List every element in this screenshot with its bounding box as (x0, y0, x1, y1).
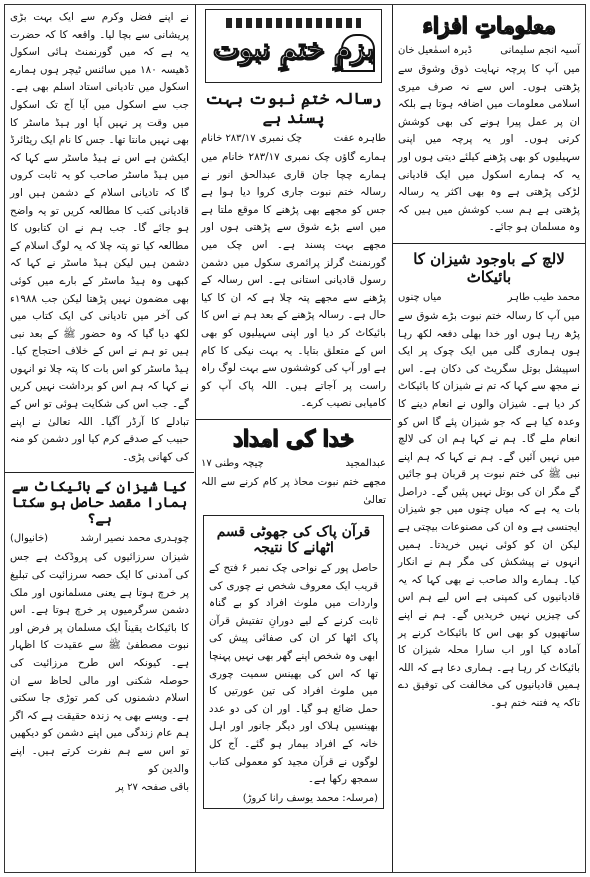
boxed-article (203, 515, 384, 809)
column-middle (195, 5, 391, 872)
heading-malumat-afza: معلوماتِ افزاء (422, 13, 556, 39)
author-city: میاں چنوں (398, 291, 442, 303)
author-name: آسیہ انجم سلیمانی (500, 45, 580, 56)
heading-risala-pasand: رسالہ ختمِ نبوت بہت پسند ہے (205, 89, 382, 127)
masthead-band (226, 18, 361, 28)
byline-1 (398, 43, 580, 59)
heading-quran-qasam: قرآن پاک کی جھوٹی قسم اٹھانے کا نتیجہ (216, 524, 371, 557)
byline-2 (398, 290, 580, 306)
author-city: ڈیرہ اسمٰعیل خان (398, 45, 472, 56)
article-text: ہمارے گاؤں چک نمبری ۲۸۳/۱۷ خانام میں ہمارے چچا جان قاری عبدالحق انور نے رسالہ ختم نبوت جاری کروا دیا ہوا ہے جس کو مجھے بھی پڑھنے کا موقع ملتا ہے میں اسے بڑے شوق سے پڑھتی ہوں اور مجھے بہت پسند ہے۔ اس چک میں گورنمنٹ گرلز پرائمری سکول میں دشمن رسول قادیانی استانی ہے۔ اس رسالہ کے پڑھنے سے مجھے پتہ چلا ہے کہ ان کا کیا حال ہے۔ رسالہ پڑھنے کے بعد ہم نے اس کا بائیکاٹ کر دیا اور اپنی سہیلیوں کو بھی اس کے متعلق بتایا۔ یہ بہت نیکی کا کام ہے اور آپ کی کوششوں سے بہت لوگ راہ راست پر آجاتے ہیں۔ اللہ پاک آپ کو کامیابی نصیب کرے۔ (201, 151, 387, 410)
article-text: میں آپ کا پرچہ نہایت ذوق وشوق سے پڑھتی ہوں۔ اس سے نہ صرف میری اسلامی معلومات میں اضافہ ہوتا ہے بلکہ ان پر عمل پیرا ہونے کی بھی کوشش کرتی ہوں۔ اور یہ پرچہ میں اپنی سہیلیوں کو بھی پڑھنے کیلئے دیتی ہوں اور یہ کہ ہمارے اسکول میں ایک قادیانی لڑکی پڑھتی ہے وہ بھی اکثر یہ رسالہ پڑھتی ہے ہم سب کوشش میں ہیں کہ وہ مسلمان ہو جائے۔ (398, 63, 580, 234)
byline-5 (10, 531, 189, 547)
article-text: مجھے ختم نبوت محاذ پر کام کرنے سے اللہ تعالیٰ (201, 475, 386, 506)
credit-line: (مرسلہ: محمد یوسف رانا کروڑ) (242, 792, 378, 804)
byline-4 (201, 456, 386, 472)
column-right (392, 5, 585, 872)
byline-3 (201, 131, 386, 147)
author-city: چیچہ وطنی ۱۷ (201, 457, 264, 469)
heading-shezan-boycott: لالچ کے باوجود شیزان کا بائیکاٹ (413, 249, 565, 286)
divider (5, 472, 194, 473)
author-name: عبدالمجید (345, 457, 386, 469)
author-city: (خانیوال) (10, 533, 49, 545)
author-city: چک نمبری ۲۸۳/۱۷ خانام (201, 133, 303, 144)
article-text: میں آپ کا رسالہ ختم نبوت بڑے شوق سے پڑھ رہا ہوں اور خدا بھلی دفعہ لکھ رہا ہوں ہماری گلی میں ایک چوک پر ایک اسپیشل بوتل سگریٹ کی دکان ہے۔ اس نے مجھ سے کہا کہ تم نے شیزان کا بائیکاٹ کر دیا ہے۔ شیزان والوں نے انعام دینے کا وعدہ کیا ہے کہ جو شیزان پئے گا اس کو انعام ملے گا۔ ہم نے کہا ہم ان کی لالچ میں نہیں آئیں گے۔ ہم نے کہا کہ ہم اپنے نبی ﷺ کی ختم نبوت پر قربان ہو جائیں گے مگر ان کی بوتل نہیں پئیں گے۔ دراصل بات یہ ہے کہ میاں چنوں میں جو شیزان ایجنسی ہے وہ ان کی مصنوعات بیچتی ہے لیکن ان کو کوئی نہیں خریدتا۔ ہمیں انہوں نے پیشکش کی مگر ہم نے انکار کیا۔ ہمارے والد صاحب نے بھی کہا کہ یہ قادیانیوں کی کمپنی ہے اس لیے ہم اس کی چیزیں نہیں خریدیں گے۔ ہم نے اپنے ساتھیوں کو بھی اس کا بائیکاٹ کرنے پر آمادہ کیا اور اب سارا محلہ شیزان کا بائیکاٹ کر رہا ہے۔ ہماری دعا ہے کہ اللہ ہمیں قادیانیوں کی مخالفت کی توفیق دے تاکہ یہ فتنہ ختم ہو۔ (398, 309, 580, 709)
masthead (205, 9, 382, 83)
author-name: طاہرہ عفت (333, 133, 386, 144)
heading-khuda-ki-imdad: خدا کی امداد (233, 425, 354, 452)
divider (393, 243, 585, 244)
author-name: محمد طیب طاہر (507, 291, 580, 303)
article-text: شیزان سرزائیوں کی پروڈکٹ ہے جس کی آمدنی کا ایک حصہ سرزائیت کی تبلیغ پر خرچ ہوتا ہے یعنی مسلمانوں اور ملک دشمن سرگرمیوں پر خرچ ہوتا ہے۔ اس کا بائیکاٹ یقیناً ایک مسلمان پر فرض اور نبوت مصطفیٰ ﷺ سے عقیدت کا اظہار ہے۔ کیونکہ اس طرح مرزائیت کی حوصلہ شکنی اور مالی لحاظ سے ان اسلام دشمنوں کی کمر توڑی جا سکتی ہے۔ ویسے بھی یہ زندہ حقیقت ہے کہ اگر ہم عام زندگی میں اپنے دشمن کو دیکھیں تو اس سے ہم نفرت کرتے ہیں۔ اپنے والدین کو (10, 551, 189, 775)
masthead-title: بزمِ ختمِ نبوت (212, 32, 375, 65)
divider (196, 419, 391, 420)
continued-note: باقی صفحہ ۲۷ پر (115, 782, 189, 794)
author-name: چوہدری محمد نصیر ارشد (80, 533, 189, 545)
heading-shezan-maqsad: کیا شیزان کے بائیکاٹ سے ہمارا مقصد حاصل ہو سکتا ہے؟ (11, 479, 188, 528)
article-text: نے اپنے فضل وکرم سے ایک بہت بڑی پریشانی سے بچا لیا۔ واقعہ کا کہ حضرت یہ ہے کہ میں گورنمنٹ ہائی اسکول ڈھیسہ ۱۸۰ میں سائنس ٹیچر ہوں ہمارے اسکول میں تادیانی استاد اسلم بھی ہے۔ جب سے اسکول میں آیا آج تک اسکول میں وقت پر نہیں آیا اور ہیڈ ماسٹر کا بھی نہیں مانتا تھا۔ جس کا نام ایک ریٹائرڈ ایکشن ہے اس نے ہیڈ ماسٹر سے کہا کہ میں ہیڈ ماسٹر صاحب کو یہ ثابت کروں گا کہ تادیانی اسلام کے دشمن ہیں اور قادیانی کتب کا مطالعہ کریں تو یہ واضح ہو جائے گا۔ جب ہم نے ان کتابوں کا مطالعہ کیا تو پتہ چلا کہ یہ لوگ اسلام کے دشمن ہیں لیکن ہیڈ ماسٹر نے کہا کہ کبھی وہ ہیڈ ماسٹر کے بارے میں کوئی بھی مضمون نہیں پڑھتا لیکن جب ۱۹۸۸ء کی آخر میں تادیانی کی ایک کتاب میں لکھ دیا گیا کہ وہ حضور ﷺ کے بعد نبی ہیں تو ہم نے اس کے خلاف احتجاج کیا۔ ہیڈ ماسٹر کو اس بات کا پتہ چلا تو انہوں نے کہا کہ ہم اس کو برداشت نہیں کریں گے۔ جب اس کی شکایت ہوئی تو اس کے تبادلے کا آرڈر آگیا۔ اللہ تعالیٰ نے اپنے حبیب کے صدقے کرم کیا اور دشمن کو منہ کی کھانی پڑی۔ (10, 11, 189, 463)
newspaper-page (4, 4, 586, 873)
column-left (5, 5, 194, 872)
article-text: حاصل پور کے نواحی چک نمبر ۶ فتح کے قریب ایک معروف شخص نے چوری کی واردات میں ملوث افراد کو بے گناہ ثابت کرنے کے لیے دورانِ تفتیش قرآن پاک اٹھا کر ان کی صفائی پیش کی ابھی وہ شخص اپنے گھر بھی نہیں پہنچا تھا کہ اس کی بھینس سمیت چوری میں ملوث افراد کی تین عورتیں کا حمل ضائع ہو گیا۔ اور ان کی دو عدد بھینسیں ہلاک اور دیگر جانور اور اہل خانہ کے افراد بیمار ہو گئے۔ آج کل لوگوں نے قرآن مجید کو معمولی کتاب سمجھ رکھا ہے۔ (209, 562, 378, 786)
